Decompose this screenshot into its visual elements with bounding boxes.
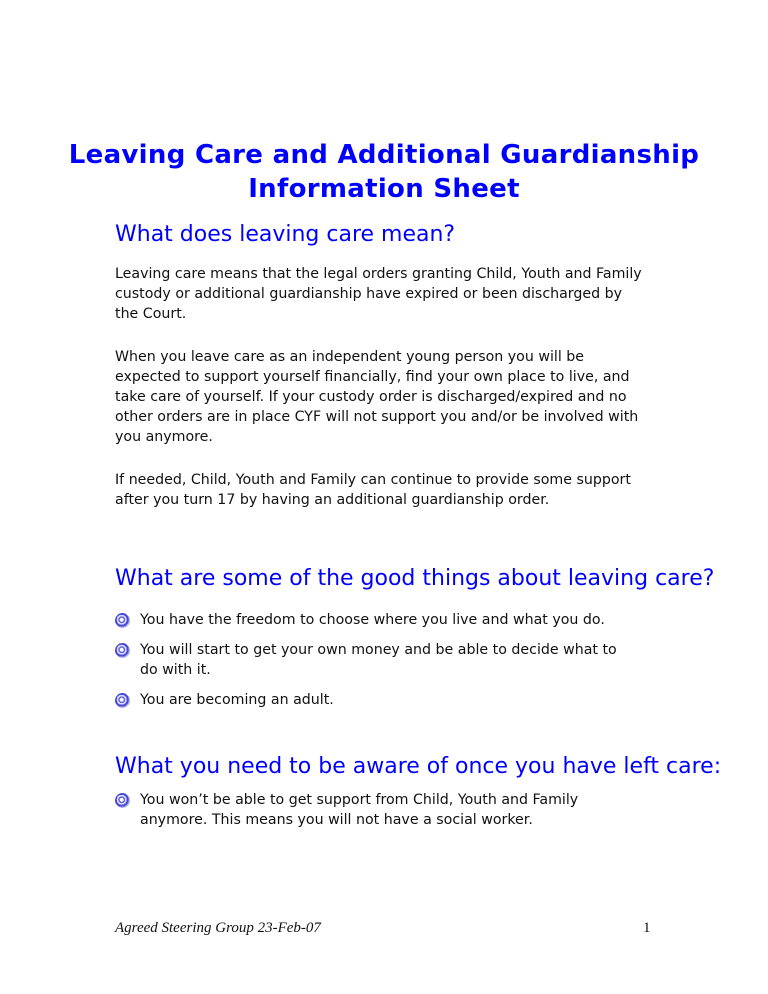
text-line: after you turn 17 by having an additional guardianship order. [115,492,550,508]
section-heading: What does leaving care mean? [115,222,456,247]
document-title-line-1: Leaving Care and Additional Guardianship [68,140,700,170]
paragraph [115,264,642,324]
text-line: do with it. [140,662,211,678]
spiral-bullet-icon [115,613,130,628]
text-line: take care of yourself. If your custody order is discharged/expired and no [115,389,627,405]
text-line: You are becoming an adult. [140,692,334,708]
text-line: custody or additional guardianship have expired or been discharged by [115,286,623,302]
text-line: Leaving care means that the legal orders granting Child, Youth and Family [115,266,642,282]
paragraph [115,470,631,510]
text-line: expected to support yourself financially, find your own place to live, and [115,369,630,385]
text-line: You have the freedom to choose where you live and what you do. [140,612,605,628]
spiral-bullet-icon [115,643,130,658]
text-line: When you leave care as an independent young person you will be [115,349,585,365]
spiral-bullet-icon [115,693,130,708]
text-line: you anymore. [115,429,213,445]
text-line: If needed, Child, Youth and Family can continue to provide some support [115,472,631,488]
spiral-bullet-icon [115,793,130,808]
text-line: anymore. This means you will not have a social worker. [140,812,533,828]
page-number: 1 [643,920,651,936]
section-heading: What you need to be aware of once you have left care: [115,754,722,779]
document-title-line-2: Information Sheet [248,174,520,204]
text-line: other orders are in place CYF will not support you and/or be involved with [115,409,639,425]
footer-text: Agreed Steering Group 23-Feb-07 [115,920,321,936]
section-heading: What are some of the good things about leaving care? [115,566,715,591]
paragraph [115,347,638,447]
text-line: You won’t be able to get support from Child, Youth and Family [140,792,579,808]
text-line: the Court. [115,306,187,322]
text-line: You will start to get your own money and be able to decide what to [140,642,617,658]
